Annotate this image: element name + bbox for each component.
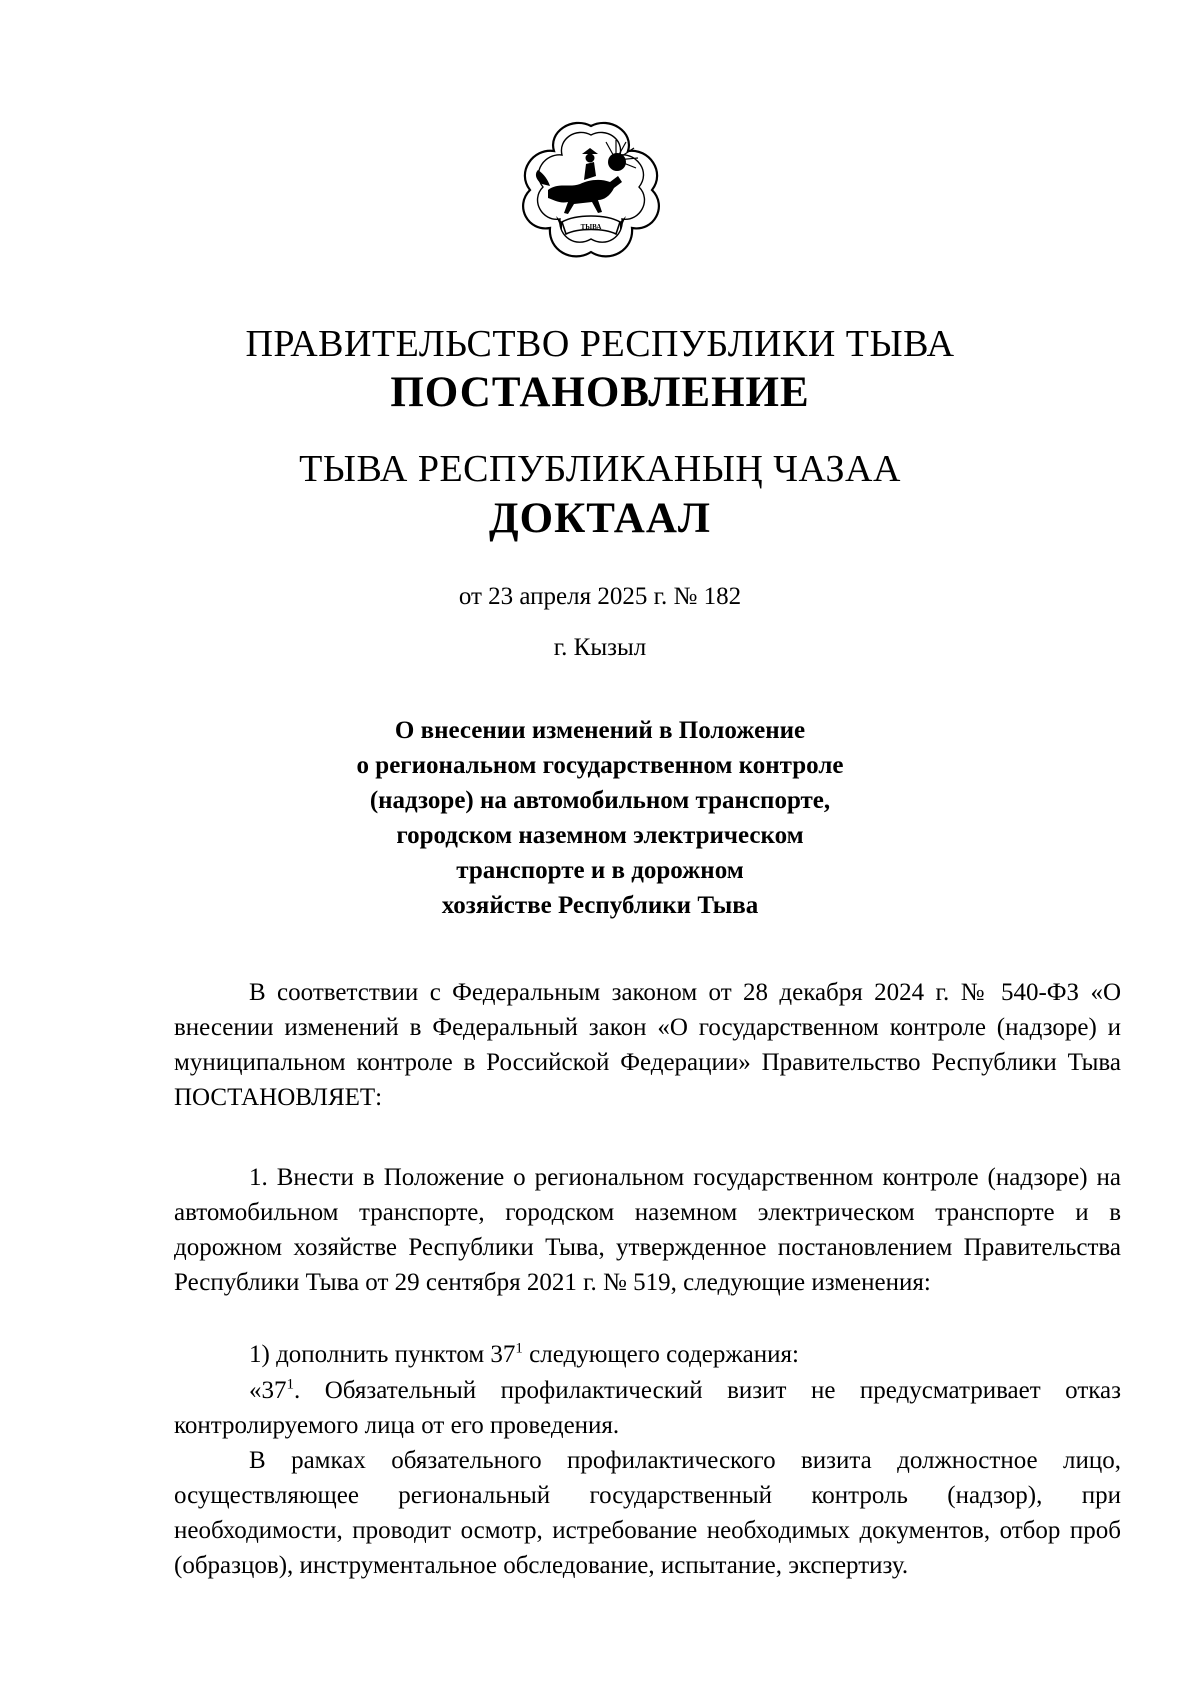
quoted-clause-paragraph: «$37^1$. Обязательный профилактический визит не предусматривает отказ контролируемого лица от его проведения. [174,1376,1121,1439]
svg-text:ТЫВА: ТЫВА [580,223,602,231]
subject-line: О внесении изменений в Положение [394,717,806,744]
decree-title-tyv: ДОКТААЛ [489,495,711,542]
subject-line: хозяйстве Республики Тыва [441,892,759,919]
tyva-emblem-icon [518,118,664,268]
subject-line: городском наземном электрическом [396,822,804,849]
subitem-1-paragraph: 1) дополнить пунктом $37^1$ следующего содержания: [249,1340,799,1368]
government-title-tyv: ТЫВА РЕСПУБЛИКАНЫҢ ЧАЗАА [299,448,901,490]
government-title-ru: ПРАВИТЕЛЬСТВО РЕСПУБЛИКИ ТЫВА [245,323,955,365]
decree-city: г. Кызыл [553,634,647,661]
decree-title-ru: ПОСТАНОВЛЕНИЕ [390,369,810,416]
item-1-paragraph: 1. Внести в Положение о региональном государственном контроле (надзоре) на автомобильном транспорте, городском наземном электрическом транспорте и в дорожном хозяйстве Республики Тыва, утвержденное постановлением Правительства Республики Тыва от 29 сентября 2021 г. № 519, следующие изменения: [174,1164,1121,1296]
profilactic-visit-paragraph: В рамках обязательного профилактического визита должностное лицо, осуществляющее региональный государственный контроль (надзор), при необходимости, проводит осмотр, истребование необходимых документов, отбор проб (образцов), инструментальное обследование, испытание, экспертизу. [174,1447,1121,1579]
decree-subject [0,713,1200,923]
preamble-paragraph: В соответствии с Федеральным законом от 28 декабря 2024 г. № 540-ФЗ «О внесении изменений в Федеральный закон «О государственном контроле (надзоре) и муниципальном контроле в Российской Федерации» Правительство Республики Тыва ПОСТАНОВЛЯЕТ: [174,979,1121,1111]
subject-line: о региональном государственном контроле [356,752,844,779]
decree-date-number: от 23 апреля 2025 г. № 182 [458,583,742,610]
subject-line: транспорте и в дорожном [456,857,744,884]
subject-line: (надзоре) на автомобильном транспорте, [369,787,831,814]
